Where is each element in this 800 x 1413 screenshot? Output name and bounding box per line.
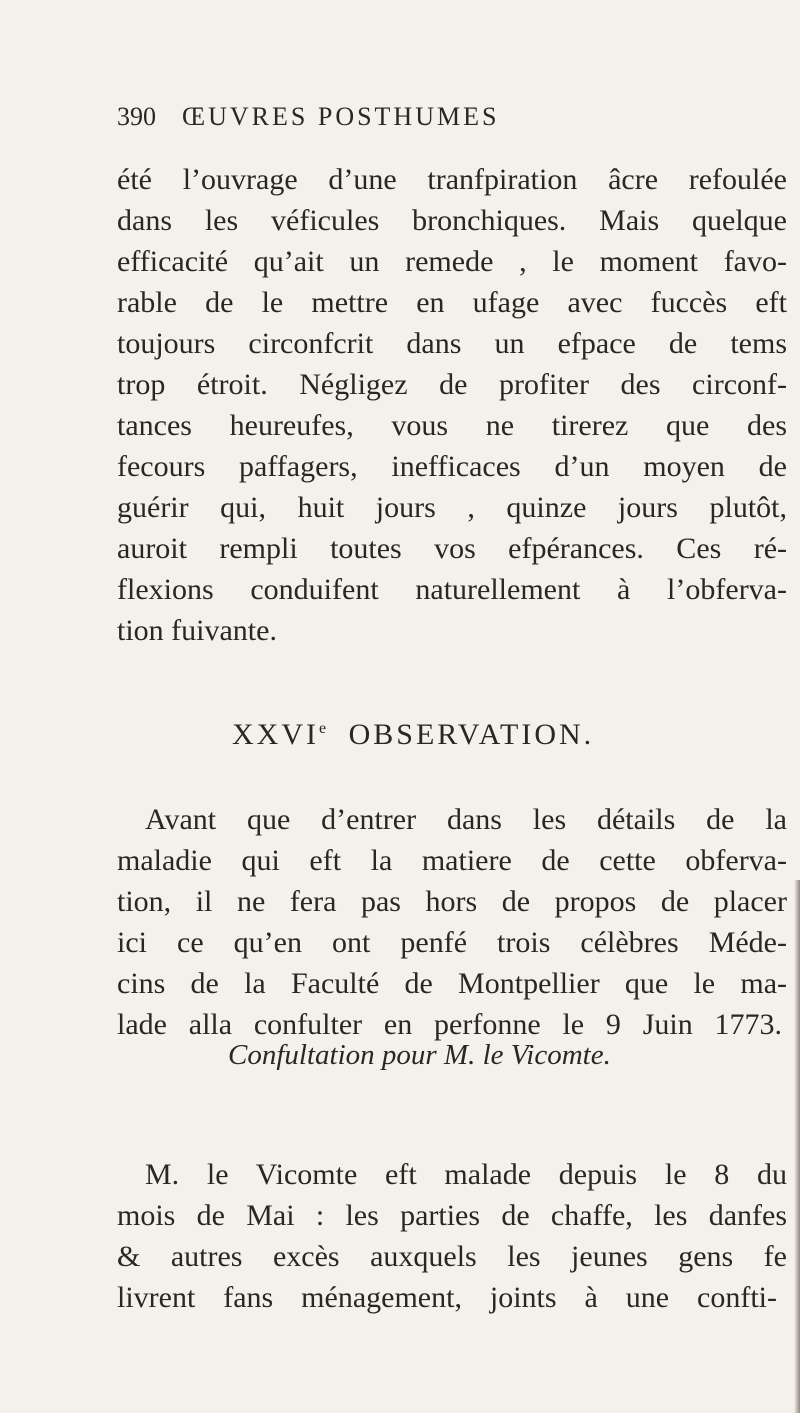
text-line: guérir qui, huit jours , quinze jours plutôt, [117, 491, 787, 524]
text-line: flexions conduifent naturellement à l’obferva- [117, 573, 787, 606]
text-line: dans les véficules bronchiques. Mais quelque [117, 204, 787, 237]
text-line: efficacité qu’ait un remede , le moment favo- [117, 245, 787, 278]
text-line: livrent fans ménagement, joints à une confti- [117, 1281, 777, 1314]
observation-numeral: XXVI [232, 718, 319, 751]
page-edge-shadow [794, 880, 800, 1413]
text-line: trop étroit. Négligez de profiter des circonf- [117, 368, 787, 401]
text-line: auroit rempli toutes vos efpérances. Ces ré- [117, 532, 787, 565]
text-line: toujours circonfcrit dans un efpace de tems [117, 327, 787, 360]
running-header [117, 102, 499, 142]
text-line: ici ce qu’en ont penfé trois célèbres Méde- [117, 926, 787, 959]
text-line: lade alla confulter en perfonne le 9 Juin 1773. [117, 1008, 782, 1041]
text-line: tion fuivante. [117, 614, 277, 647]
running-title: ŒUVRES POSTHUMES [182, 102, 500, 131]
text-line: tion, il ne fera pas hors de propos de placer [117, 885, 787, 918]
text-line: mois de Mai : les parties de chaffe, les danfes [117, 1199, 787, 1232]
text-line: M. le Vicomte eft malade depuis le 8 du [145, 1158, 787, 1191]
text-line: fecours paffagers, inefficaces d’un moyen de [117, 450, 787, 483]
page-number: 390 [117, 102, 156, 131]
text-line: maladie qui eft la matiere de cette obferva- [117, 844, 787, 877]
text-line: rable de le mettre en ufage avec fuccès eft [117, 286, 787, 319]
numeral-superscript: e [319, 720, 327, 737]
text-line: & autres excès auxquels les jeunes gens fe [117, 1240, 787, 1273]
text-line: Avant que d’entrer dans les détails de la [145, 803, 787, 836]
observation-word: OBSERVATION. [348, 718, 595, 751]
text-line: cins de la Faculté de Montpellier que le ma- [117, 967, 787, 1000]
section-title [232, 718, 594, 752]
text-line: tances heureufes, vous ne tirerez que des [117, 409, 787, 442]
consultation-subtitle: Confultation pour M. le Vicomte. [228, 1039, 611, 1071]
text-line: été l’ouvrage d’une tranfpiration âcre refoulée [117, 163, 787, 196]
